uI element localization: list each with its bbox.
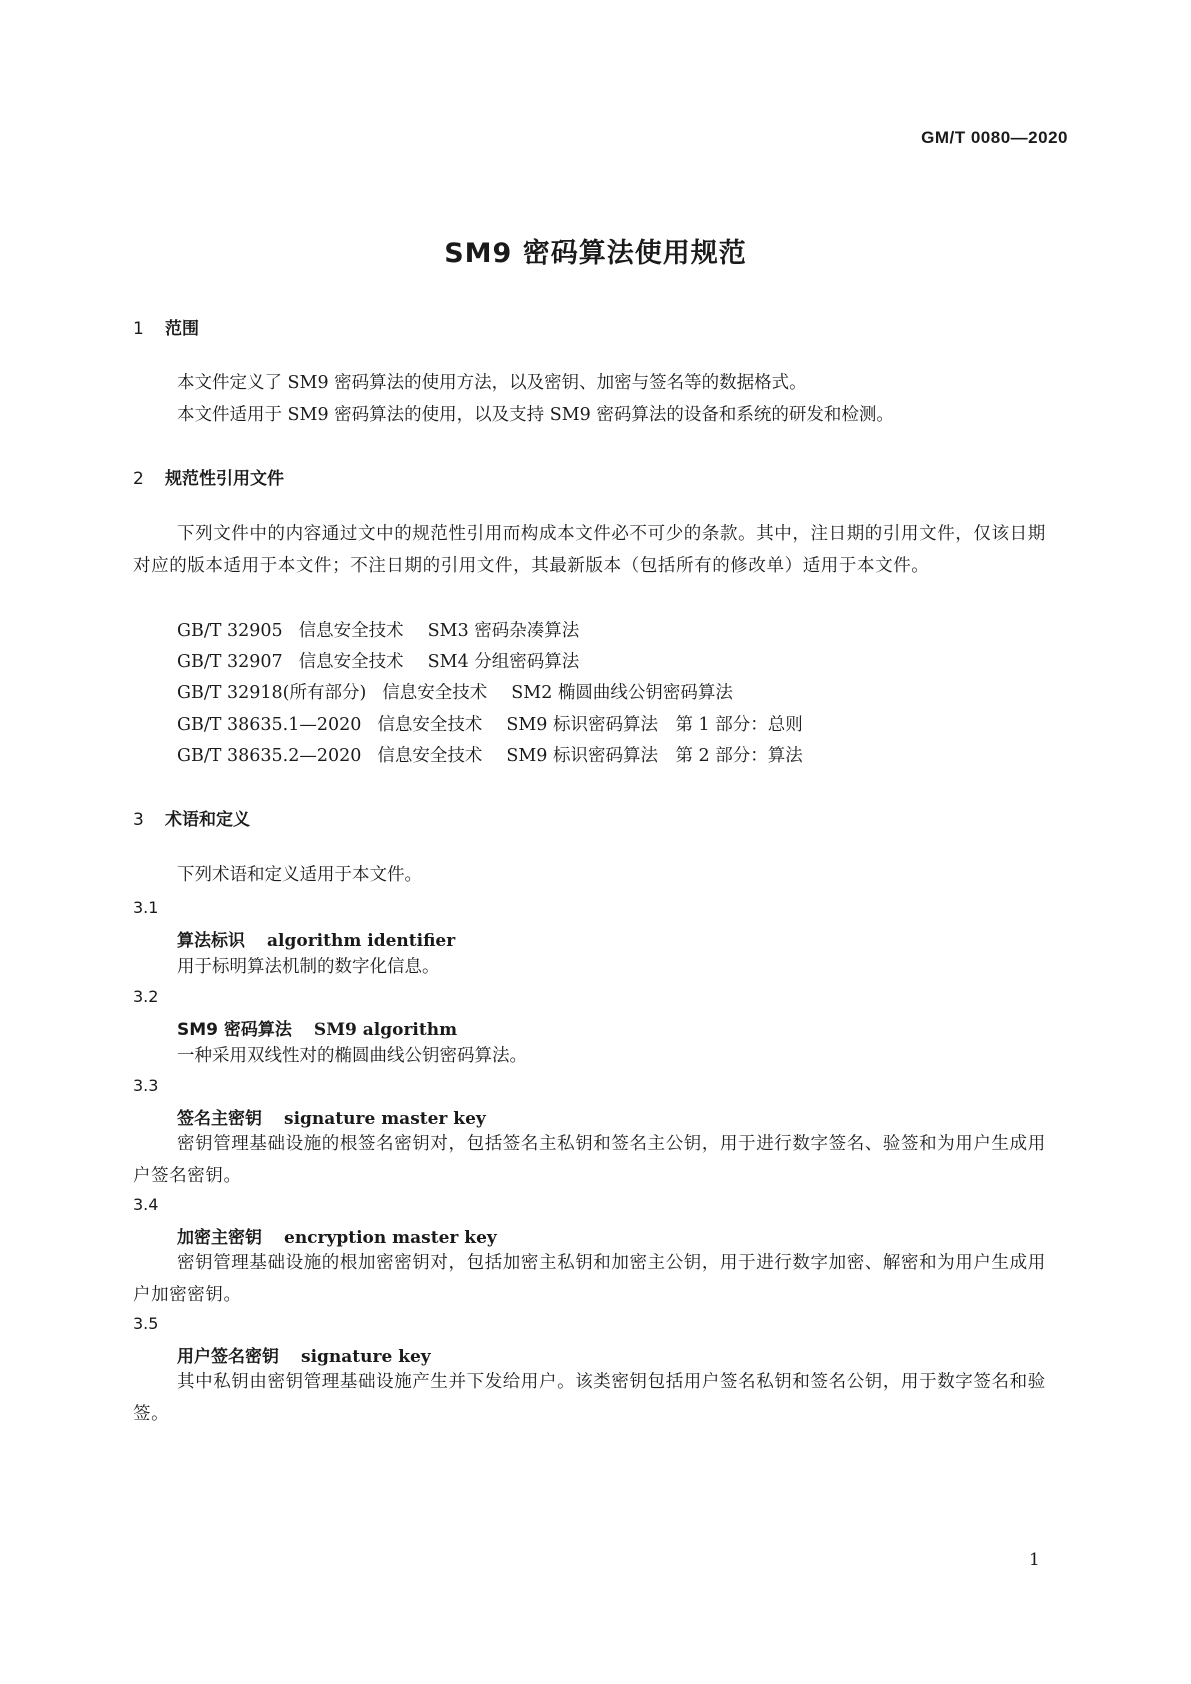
term-number: 3.1 — [133, 898, 159, 917]
term-en: encryption master key — [284, 1228, 497, 1248]
term-zh: 签名主密钥 — [177, 1109, 262, 1129]
reference-item — [177, 711, 803, 736]
standard-code: GM/T 0080—2020 — [921, 128, 1068, 147]
reference-title: SM9 标识密码算法 第 1 部分：总则 — [506, 715, 803, 735]
reference-item — [177, 679, 733, 704]
term-definition: 密钥管理基础设施的根加密密钥对，包括加密主私钥和加密主公钥，用于进行数字加密、解密和为用户生成用户加密密钥。 — [133, 1253, 1046, 1305]
term-definition: 其中私钥由密钥管理基础设施产生并下发给用户。该类密钥包括用户签名私钥和签名公钥，用于数字签名和验签。 — [133, 1372, 1046, 1424]
section-number: 3 — [133, 810, 144, 830]
section-1-paragraph-2: 本文件适用于 SM9 密码算法的使用，以及支持 SM9 密码算法的设备和系统的研发和检测。 — [177, 405, 894, 425]
reference-topic: 信息安全技术 — [382, 683, 488, 703]
term-definition: 一种采用双线性对的椭圆曲线公钥密码算法。 — [177, 1046, 527, 1066]
term-zh: 算法标识 — [177, 931, 245, 951]
section-title: 规范性引用文件 — [165, 469, 284, 489]
term-heading — [177, 926, 455, 951]
term-en: signature master key — [284, 1109, 486, 1129]
section-title: 术语和定义 — [165, 810, 250, 830]
reference-topic: 信息安全技术 — [377, 746, 483, 766]
term-number: 3.5 — [133, 1314, 159, 1333]
reference-item — [177, 648, 579, 673]
reference-topic: 信息安全技术 — [377, 715, 483, 735]
reference-topic: 信息安全技术 — [298, 621, 404, 641]
term-heading — [177, 1223, 497, 1248]
term-heading — [177, 1342, 431, 1367]
section-2-heading — [133, 464, 284, 489]
document-title: SM9 密码算法使用规范 — [444, 238, 747, 269]
term-zh: 加密主密钥 — [177, 1228, 262, 1248]
term-number: 3.4 — [133, 1195, 159, 1214]
reference-title: SM3 密码杂凑算法 — [427, 621, 580, 641]
reference-code: GB/T 38635.1—2020 — [177, 715, 362, 735]
term-zh: 用户签名密钥 — [177, 1347, 279, 1367]
term-en: signature key — [301, 1347, 431, 1367]
section-3-heading — [133, 805, 250, 830]
term-en: SM9 algorithm — [313, 1020, 458, 1040]
section-2-intro: 下列文件中的内容通过文中的规范性引用而构成本文件必不可少的条款。其中，注日期的引用文件，仅该日期对应的版本适用于本文件；不注日期的引用文件，其最新版本（包括所有的修改单）适用于本文件。 — [133, 524, 1046, 576]
section-1-heading — [133, 314, 199, 339]
reference-code: GB/T 38635.2—2020 — [177, 746, 362, 766]
reference-topic: 信息安全技术 — [298, 652, 404, 672]
term-number: 3.2 — [133, 987, 159, 1006]
reference-code: GB/T 32907 — [177, 652, 283, 672]
reference-item — [177, 617, 579, 642]
page-number: 1 — [1029, 1550, 1040, 1570]
term-heading — [177, 1015, 457, 1040]
reference-item — [177, 742, 803, 767]
term-heading — [177, 1104, 486, 1129]
reference-title: SM9 标识密码算法 第 2 部分：算法 — [506, 746, 803, 766]
section-number: 1 — [133, 319, 144, 339]
section-1-paragraph-1: 本文件定义了 SM9 密码算法的使用方法，以及密钥、加密与签名等的数据格式。 — [177, 373, 807, 393]
reference-title: SM4 分组密码算法 — [427, 652, 580, 672]
term-en: algorithm identifier — [267, 931, 456, 951]
term-definition: 用于标明算法机制的数字化信息。 — [177, 957, 440, 977]
reference-code: GB/T 32918(所有部分) — [177, 683, 367, 703]
reference-title: SM2 椭圆曲线公钥密码算法 — [511, 683, 733, 703]
term-zh: SM9 密码算法 — [177, 1020, 292, 1040]
section-number: 2 — [133, 469, 144, 489]
section-3-intro: 下列术语和定义适用于本文件。 — [177, 865, 422, 885]
reference-code: GB/T 32905 — [177, 621, 283, 641]
term-definition: 密钥管理基础设施的根签名密钥对，包括签名主私钥和签名主公钥，用于进行数字签名、验签和为用户生成用户签名密钥。 — [133, 1134, 1046, 1186]
section-title: 范围 — [165, 319, 199, 339]
term-number: 3.3 — [133, 1076, 159, 1095]
